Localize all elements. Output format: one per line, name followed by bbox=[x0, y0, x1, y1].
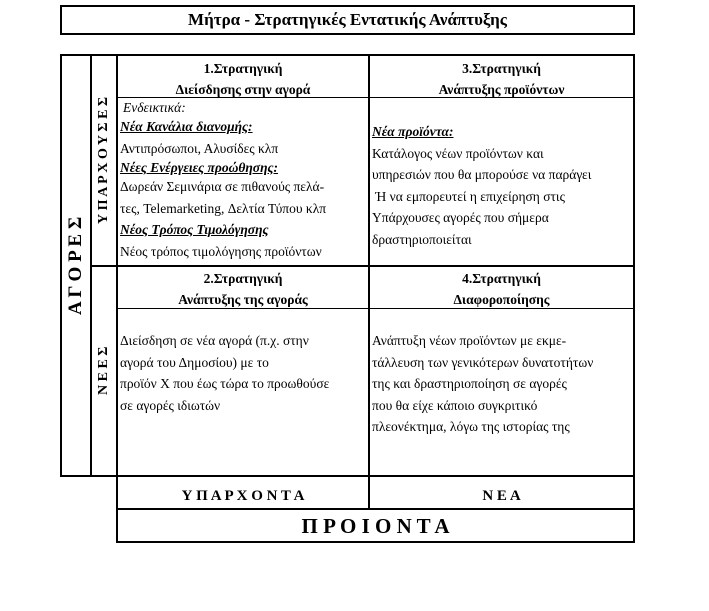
q3-line: Νέα προϊόντα: bbox=[372, 124, 454, 139]
q1-header bbox=[118, 58, 368, 100]
q3-header bbox=[370, 58, 633, 100]
q2-line: Διείσδηση σε νέα αγορά (π.χ. στην bbox=[120, 333, 309, 348]
q4-title-line2: Διαφοροποίησης bbox=[453, 292, 550, 307]
q2-body bbox=[120, 330, 366, 416]
q1-line: Αντιπρόσωποι, Αλυσίδες κλπ bbox=[120, 140, 279, 156]
matrix-grid bbox=[60, 54, 635, 477]
q2-title-line2: Ανάπτυξης της αγοράς bbox=[178, 292, 308, 307]
q1-line: Δωρεάν Σεμινάρια σε πιθανούς πελά- bbox=[120, 179, 325, 194]
markets-axis-label: Α Γ Ο Ρ Ε Σ bbox=[65, 216, 86, 315]
q4-line: τάλλευση των γενικότερων δυνατοτήτων bbox=[372, 354, 594, 370]
column-label-new-products: Ν Ε Α bbox=[482, 488, 521, 504]
q2-title-line1: 2.Στρατηγική bbox=[203, 271, 283, 286]
q2-line: προϊόν Χ που έως τώρα το προωθούσε bbox=[120, 376, 330, 391]
q4-body bbox=[372, 330, 633, 438]
q4-line: πλεονέκτημα, λόγω της ιστορίας της bbox=[372, 419, 570, 434]
q4-header bbox=[370, 268, 633, 310]
q1-title-line1: 1.Στρατηγική bbox=[203, 61, 283, 76]
q1-line: Νέα Κανάλια διανομής: bbox=[120, 119, 253, 134]
matrix-title: Μήτρα - Στρατηγικές Εντατικής Ανάπτυξης bbox=[60, 5, 635, 35]
q4-line: Ανάπτυξη νέων προϊόντων με εκμε- bbox=[372, 333, 567, 348]
q1-line: Νέος τρόπος τιμολόγησης προϊόντων bbox=[120, 243, 322, 259]
q1-line: Νέος Τρόπος Τιμολόγησης bbox=[120, 222, 269, 237]
q4-line: της και δραστηριοποίηση σε αγορές bbox=[372, 376, 567, 391]
q2-line: σε αγορές ιδιωτών bbox=[120, 397, 221, 413]
q3-line: δραστηριοποιείται bbox=[372, 231, 472, 247]
row-label-existing-markets: Υ Π Α Ρ Χ Ο Υ Σ Ε Σ bbox=[96, 96, 111, 225]
q4-line: που θα είχε κάποιο συγκριτικό bbox=[372, 397, 538, 413]
q1-body bbox=[120, 99, 366, 262]
q1-line: Ενδεικτικά: bbox=[123, 100, 186, 115]
q2-header bbox=[118, 268, 368, 310]
q1-line: Νέες Ενέργειες προώθησης: bbox=[120, 160, 278, 175]
column-label-existing-products: Υ Π Α Ρ Χ Ο Ν Τ Α bbox=[181, 488, 305, 504]
q3-title-line2: Ανάπτυξης προϊόντων bbox=[438, 82, 565, 97]
q4-title-line1: 4.Στρατηγική bbox=[462, 271, 541, 286]
row-label-new-markets: Ν Ε Ε Σ bbox=[96, 346, 111, 396]
q3-body bbox=[372, 121, 633, 250]
products-axis-label: Π Ρ Ο Ι Ο Ν Τ Α bbox=[116, 510, 635, 543]
q3-title-line1: 3.Στρατηγική bbox=[462, 61, 541, 76]
q3-line: Υπάρχουσες αγορές που σήμερα bbox=[372, 210, 549, 225]
q1-title-line2: Διείσδησης στην αγορά bbox=[175, 82, 311, 97]
q1-line: τες, Telemarketing, Δελτία Τύπου κλπ bbox=[120, 200, 327, 216]
q3-line: Ή να εμπορευτεί η επιχείρηση στις bbox=[372, 188, 565, 204]
column-labels-row bbox=[116, 476, 635, 510]
q3-line: Κατάλογος νέων προϊόντων και bbox=[372, 145, 544, 161]
q2-line: αγορά του Δημοσίου) με το bbox=[120, 354, 269, 370]
q3-line: υπηρεσιών που θα μπορούσε να παράγει bbox=[372, 167, 592, 182]
